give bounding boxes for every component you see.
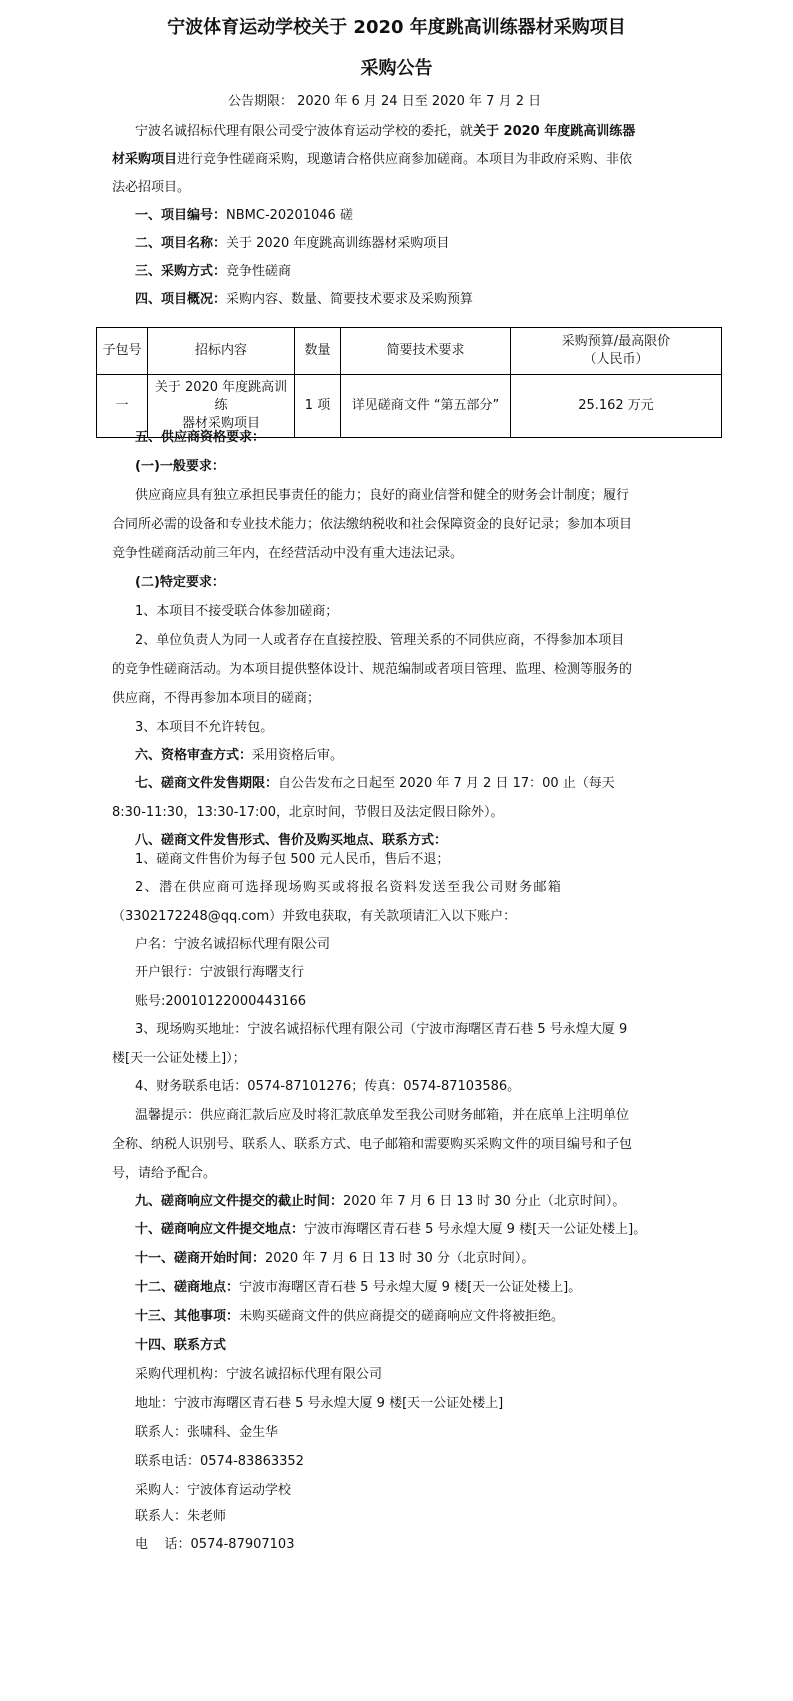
account-name: 户名：宁波名诚招标代理有限公司: [135, 937, 331, 952]
intro-line-3: 法必招项目。: [112, 180, 191, 195]
special-req-2-line-2: 的竞争性磋商活动。为本项目提供整体设计、规范编制或者项目管理、监理、检测等服务的: [112, 662, 633, 677]
special-req-3: 3、本项目不允许转包。: [135, 720, 274, 735]
special-requirements-heading: (二)特定要求：: [135, 575, 225, 590]
intro-line-1: 宁波名诚招标代理有限公司受宁波体育运动学校的委托，就关于 2020 年度跳高训练器: [135, 124, 636, 139]
sale-form-heading: 八、磋商文件发售形式、售价及购买地点、联系方式：: [135, 833, 448, 848]
agency: 采购代理机构：宁波名诚招标代理有限公司: [135, 1367, 383, 1382]
agency-contact: 联系人：张啸科、金生华: [135, 1425, 279, 1440]
procurement-method: 三、采购方式：竞争性磋商: [135, 264, 292, 279]
submission-deadline: 九、磋商响应文件提交的截止时间：2020 年 7 月 6 日 13 时 30 分止（北京时间）。: [135, 1194, 626, 1209]
cell-package-no: 一: [97, 375, 148, 438]
header-quantity: 数量: [295, 328, 341, 375]
account-bank: 开户银行：宁波银行海曙支行: [135, 965, 305, 980]
contact-heading: 十四、联系方式: [135, 1338, 227, 1353]
items-table: [96, 327, 722, 438]
general-req-line-3: 竞争性磋商活动前三年内，在经营活动中没有重大违法记录。: [112, 546, 464, 561]
agency-phone: 联系电话：0574-83863352: [135, 1454, 304, 1469]
project-overview: 四、项目概况：采购内容、数量、简要技术要求及采购预算: [135, 292, 474, 307]
purchase-address-line-2: 楼[天一公证处楼上]）；: [112, 1051, 246, 1066]
buyer-contact: 联系人：朱老师: [135, 1509, 227, 1524]
table-row: [97, 375, 722, 438]
negotiation-start: 十一、磋商开始时间：2020 年 7 月 6 日 13 时 30 分（北京时间）。: [135, 1251, 535, 1266]
cell-quantity: 1 项: [295, 375, 341, 438]
intro-line-2: 材采购项目进行竞争性磋商采购，现邀请合格供应商参加磋商。本项目为非政府采购、非依: [112, 152, 633, 167]
finance-contact: 4、财务联系电话：0574-87101276；传真：0574-87103586。: [135, 1079, 521, 1094]
reminder-line-2: 全称、纳税人识别号、联系人、联系方式、电子邮箱和需要购买采购文件的项目编号和子包: [112, 1137, 633, 1152]
agency-address: 地址：宁波市海曙区青石巷 5 号永煌大厦 9 楼[天一公证处楼上]: [135, 1396, 504, 1411]
cell-budget: 25.162 万元: [511, 375, 722, 438]
general-req-line-1: 供应商应具有独立承担民事责任的能力；良好的商业信誉和健全的财务会计制度；履行: [135, 488, 630, 503]
qualification-heading: 五、供应商资格要求：: [135, 430, 266, 445]
cell-content: 关于 2020 年度跳高训练 器材采购项目: [148, 375, 295, 438]
submission-location: 十、磋商响应文件提交地点：宁波市海曙区青石巷 5 号永煌大厦 9 楼[天一公证处楼上]。: [135, 1222, 647, 1237]
project-name: 二、项目名称：关于 2020 年度跳高训练器材采购项目: [135, 236, 450, 251]
negotiation-location: 十二、磋商地点：宁波市海曙区青石巷 5 号永煌大厦 9 楼[天一公证处楼上]。: [135, 1280, 582, 1295]
project-number: 一、项目编号：NBMC-20201046 磋: [135, 208, 353, 223]
table-header-row: [97, 328, 722, 375]
other-matters: 十三、其他事项：未购买磋商文件的供应商提交的磋商响应文件将被拒绝。: [135, 1309, 565, 1324]
cell-requirements: 详见磋商文件 “第五部分”: [341, 375, 511, 438]
reminder-line-3: 号，请给予配合。: [112, 1166, 217, 1181]
header-budget: 采购预算/最高限价 （人民币）: [511, 328, 722, 375]
purchase-address-line-1: 3、现场购买地址：宁波名诚招标代理有限公司（宁波市海曙区青石巷 5 号永煌大厦 9: [135, 1022, 628, 1037]
purchase-method-line-2: （3302172248@qq.com）并致电获取，有关款项请汇入以下账户：: [112, 909, 517, 924]
header-package-no: 子包号: [97, 328, 148, 375]
document-price: 1、磋商文件售价为每子包 500 元人民币，售后不退；: [135, 852, 450, 867]
general-req-line-2: 合同所必需的设备和专业技术能力；依法缴纳税收和社会保障资金的良好记录；参加本项目: [112, 517, 633, 532]
special-req-2-line-3: 供应商，不得再参加本项目的磋商；: [112, 691, 321, 706]
announcement-period: 公告期限： 2020 年 6 月 24 日至 2020 年 7 月 2 日: [228, 94, 542, 109]
account-number: 账号:20010122000443166: [135, 994, 306, 1009]
sale-period: 七、磋商文件发售期限：自公告发布之日起至 2020 年 7 月 2 日 17：00 止（每天: [135, 776, 615, 791]
header-requirements: 简要技术要求: [341, 328, 511, 375]
general-requirements-heading: (一)一般要求：: [135, 459, 225, 474]
sale-period-cont: 8:30-11:30，13:30-17:00，北京时间，节假日及法定假日除外）。: [112, 805, 504, 820]
special-req-1: 1、本项目不接受联合体参加磋商；: [135, 604, 339, 619]
purchase-method-line-1: 2、潜在供应商可选择现场购买或将报名资料发送至我公司财务邮箱: [135, 880, 563, 895]
document-subtitle: 采购公告: [360, 58, 433, 79]
buyer: 采购人：宁波体育运动学校: [135, 1483, 292, 1498]
qualification-review: 六、资格审查方式：采用资格后审。: [135, 748, 344, 763]
reminder-line-1: 温馨提示：供应商汇款后应及时将汇款底单发至我公司财务邮箱，并在底单上注明单位: [135, 1108, 630, 1123]
special-req-2-line-1: 2、单位负责人为同一人或者存在直接控股、管理关系的不同供应商，不得参加本项目: [135, 633, 625, 648]
document-title: 宁波体育运动学校关于 2020 年度跳高训练器材采购项目: [167, 17, 626, 38]
buyer-phone: 电 话：0574-87907103: [135, 1537, 295, 1552]
header-content: 招标内容: [148, 328, 295, 375]
